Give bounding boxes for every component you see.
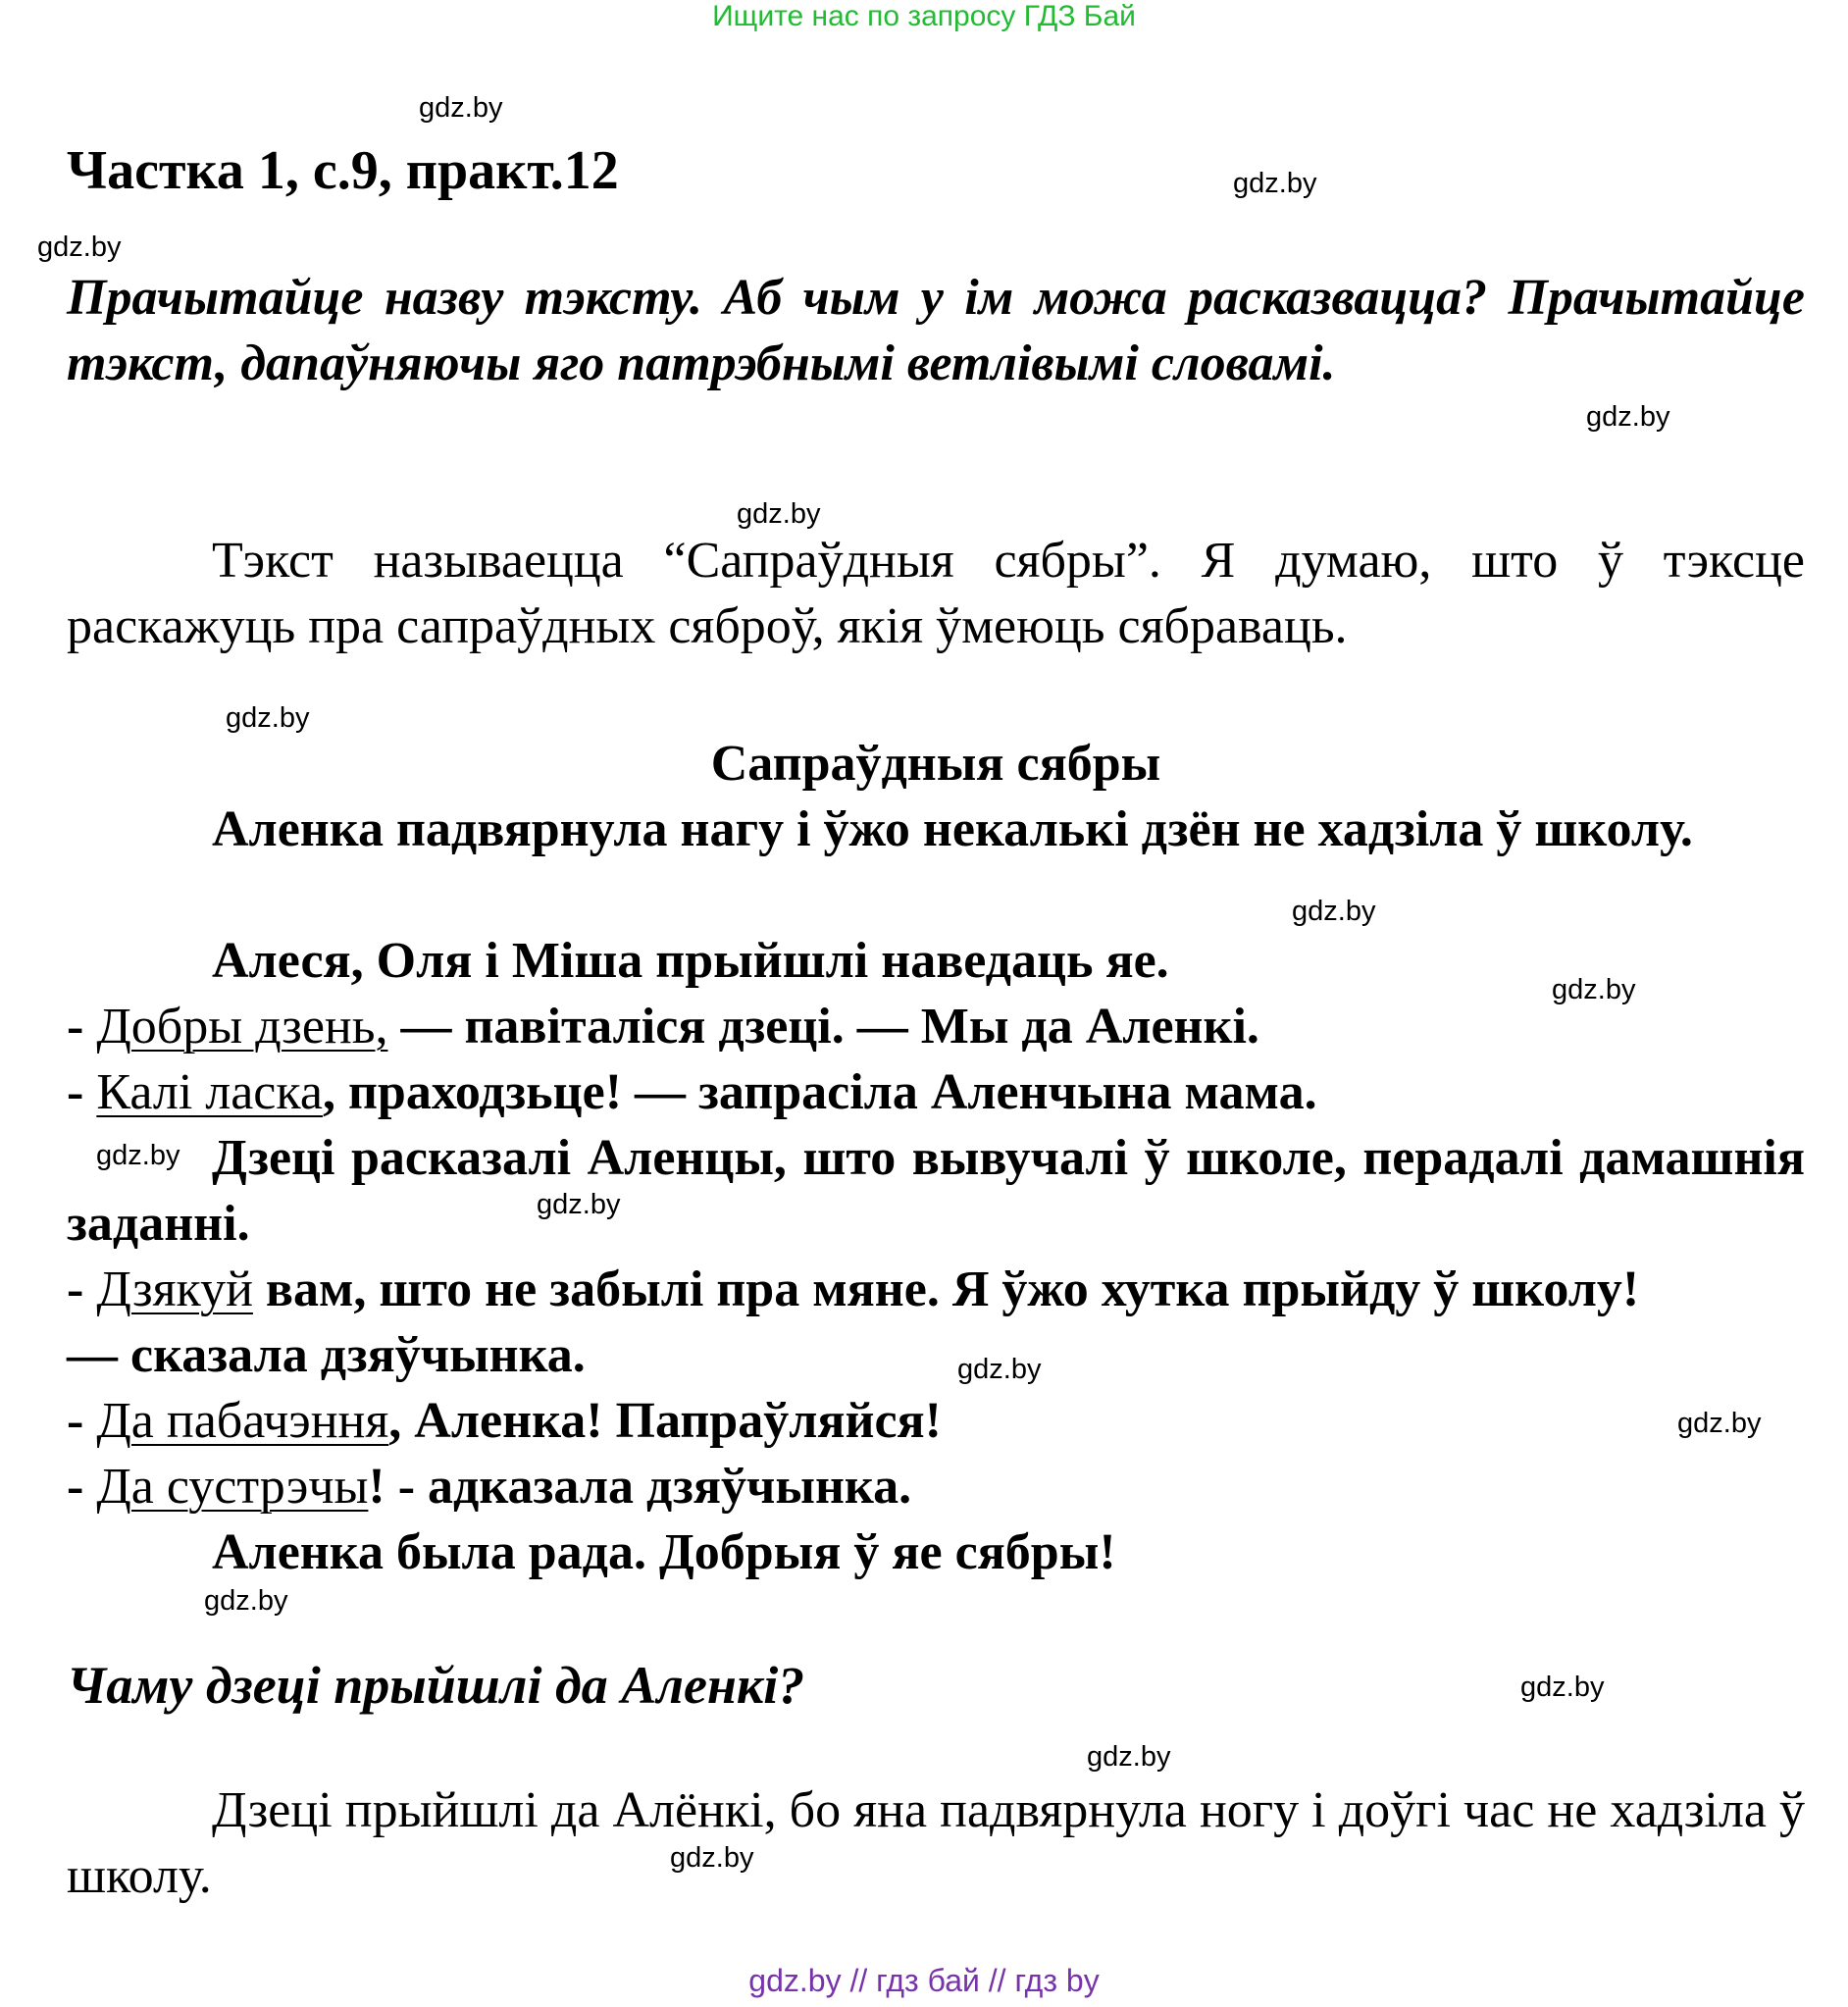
dialogue-text: ! - адказала дзяўчынка. [368, 1459, 912, 1515]
watermark: gdz.by [1233, 168, 1317, 199]
watermark: gdz.by [1292, 896, 1376, 927]
watermark: gdz.by [957, 1354, 1042, 1385]
watermark: gdz.by [1677, 1408, 1762, 1439]
story-paragraph-1: Аленка падвярнула нагу і ўжо некалькі дзён не хадзіла ў школу. [212, 801, 1693, 857]
story-paragraph-4: Аленка была рада. Добрыя ў яе сябры! [212, 1524, 1116, 1580]
dialogue-dash: - [67, 1393, 97, 1449]
dialogue-dash: - [67, 1261, 97, 1317]
polite-word-thanks: Дзякуй [96, 1261, 253, 1317]
dialogue-dash: - [67, 1064, 97, 1120]
polite-word-please: Калі ласка [96, 1064, 323, 1120]
top-banner: Ищите нас по запросу ГДЗ Бай [712, 0, 1136, 32]
watermark: gdz.by [96, 1140, 180, 1171]
polite-word-see-you: Да сустрэчы [96, 1459, 369, 1515]
task-instruction: Прачытайце назву тэксту. Аб чым у ім можа расказвацца? Прачытайце тэкст, дапаўняючы яго патрэбнымі ветлівымі словамі. [67, 270, 1805, 391]
answer-paragraph-2: Дзеці прыйшлі да Алёнкі, бо яна падвярнула ногу і доўгі час не хадзіла ў школу. [67, 1782, 1805, 1904]
dialogue-line-3 [67, 1257, 1805, 1322]
polite-word-goodbye: Да пабачэння [96, 1393, 389, 1449]
dialogue-text: — павіталіся дзеці. — Мы да Аленкі. [387, 999, 1259, 1055]
dialogue-text: вам, што не забылі пра мяне. Я ўжо хутка прыйду ў школу! [252, 1261, 1640, 1317]
dialogue-text: , праходзьце! — запрасіла Аленчына мама. [322, 1064, 1317, 1120]
watermark: gdz.by [419, 92, 503, 124]
watermark: gdz.by [537, 1189, 621, 1220]
watermark: gdz.by [204, 1585, 288, 1617]
story-paragraph-2: Алеся, Оля і Міша прыйшлі наведаць яе. [212, 933, 1169, 989]
story-paragraph-3: Дзеці расказалі Аленцы, што вывучалі ў школе, перадалі дамашнія заданні. [67, 1130, 1805, 1252]
footer: gdz.by // гдз бай // гдз by [748, 1963, 1100, 1998]
watermark: gdz.by [737, 498, 821, 530]
question: Чаму дзеці прыйшлі да Аленкі? [67, 1656, 805, 1715]
dialogue-line-4 [67, 1388, 1805, 1454]
dialogue-line-3-continued: — сказала дзяўчынка. [67, 1327, 586, 1383]
watermark: gdz.by [1586, 401, 1670, 433]
watermark: gdz.by [1087, 1741, 1171, 1773]
dialogue-dash: - [67, 999, 97, 1055]
watermark: gdz.by [226, 702, 310, 734]
dialogue-text: , Аленка! Папраўляйся! [388, 1393, 942, 1449]
watermark: gdz.by [1520, 1672, 1605, 1703]
answer-paragraph-1: Тэкст называецца “Сапраўдныя сябры”. Я думаю, што ў тэксце раскажуць пра сапраўдных сяброў, якія ўмеюць сябраваць. [67, 533, 1805, 654]
watermark: gdz.by [670, 1842, 754, 1874]
page-heading: Частка 1, с.9, практ.12 [67, 140, 619, 201]
watermark: gdz.by [1552, 974, 1636, 1005]
polite-word-hello: Добры дзень, [96, 999, 388, 1055]
story-title: Сапраўдныя сябры [710, 736, 1161, 792]
watermark: gdz.by [37, 232, 122, 263]
dialogue-line-2 [67, 1059, 1805, 1125]
dialogue-line-1 [67, 994, 1805, 1059]
dialogue-dash: - [67, 1459, 97, 1515]
dialogue-line-5 [67, 1454, 1805, 1519]
